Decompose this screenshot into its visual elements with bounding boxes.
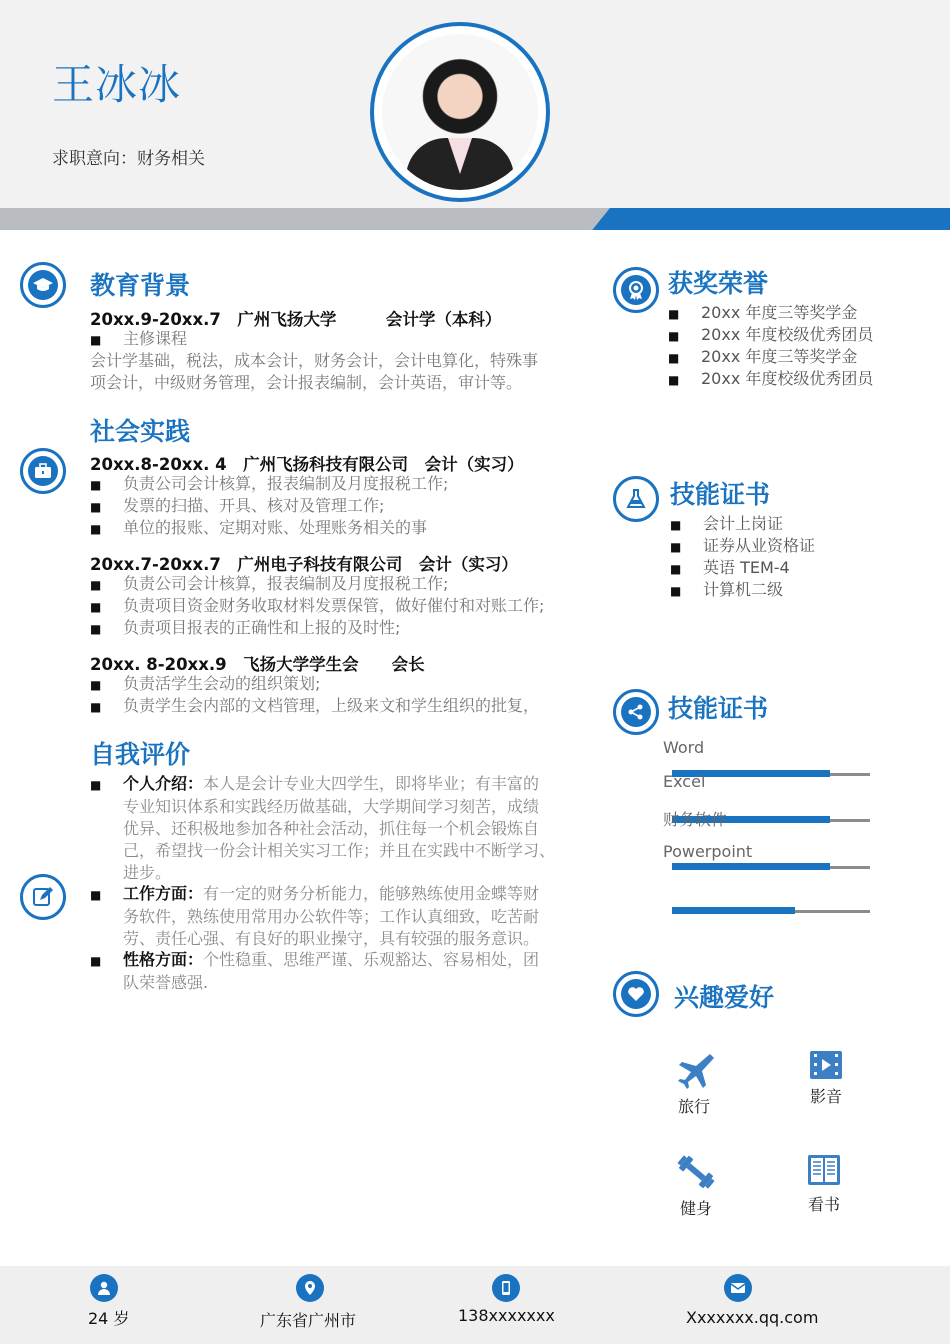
job-1-item: ■ 单位的报账、定期对账、处理账务相关的事 bbox=[90, 517, 427, 540]
header-band-gray bbox=[0, 208, 610, 230]
award-item: ■ 20xx 年度三等奖学金 bbox=[668, 302, 857, 325]
location-pin-icon bbox=[296, 1274, 324, 1302]
hobby-fitness: 健身 bbox=[666, 1152, 726, 1219]
footer-age: 24 岁 bbox=[88, 1309, 130, 1328]
video-icon bbox=[809, 1050, 843, 1080]
hobbies-title: 兴趣爱好 bbox=[674, 983, 775, 1012]
cert-item: ■ 英语 TEM-4 bbox=[670, 557, 790, 580]
skill-label: 财务软件 bbox=[663, 810, 728, 829]
job-3-item: ■ 负责活学生会动的组织策划; bbox=[90, 673, 320, 696]
footer-location: 广东省广州市 bbox=[260, 1311, 357, 1330]
job-2-item: ■ 负责项目报表的正确性和上报的及时性; bbox=[90, 617, 400, 640]
hobby-travel: 旅行 bbox=[664, 1050, 724, 1117]
skill-label: Powerpoint bbox=[663, 842, 753, 861]
book-icon bbox=[806, 1152, 842, 1188]
dumbbell-icon bbox=[676, 1152, 716, 1192]
skill-bar-fill bbox=[672, 907, 795, 914]
practice-title: 社会实践 bbox=[90, 417, 191, 446]
job-3-item: ■ 负责学生会内部的文档管理，上级来文和学生组织的批复， bbox=[90, 695, 539, 718]
person-icon bbox=[90, 1274, 118, 1302]
courses-line-2: 项会计，中级财务管理，会计报表编制，会计英语，审计等。 bbox=[90, 373, 523, 392]
award-item: ■ 20xx 年度三等奖学金 bbox=[668, 346, 857, 369]
heart-icon bbox=[613, 971, 659, 1017]
profile-photo bbox=[382, 34, 538, 190]
education-entry: 20xx.9-20xx.7 广州飞扬大学 会计学（本科） bbox=[90, 310, 502, 329]
job-objective: 求职意向：财务相关 bbox=[52, 149, 205, 169]
award-medal-icon bbox=[613, 267, 659, 313]
courses-line-1: 会计学基础，税法，成本会计，财务会计，会计电算化，特殊事 bbox=[90, 351, 539, 370]
job-1-item: ■ 负责公司会计核算，报表编制及月度报税工作; bbox=[90, 473, 448, 496]
footer-background bbox=[0, 1266, 950, 1344]
skill-label: Word bbox=[663, 738, 705, 757]
hobby-media: 影音 bbox=[796, 1050, 856, 1107]
job-2-item: ■ 负责项目资金财务收取材料发票保管，做好催付和对账工作; bbox=[90, 595, 544, 618]
job-2-item: ■ 负责公司会计核算，报表编制及月度报税工作; bbox=[90, 573, 448, 596]
edit-pen-icon bbox=[20, 874, 66, 920]
certs-title: 技能证书 bbox=[670, 480, 771, 509]
header-band-blue bbox=[592, 208, 950, 230]
job-heading-2: 20xx.7-20xx.7 广州电子科技有限公司 会计（实习） bbox=[90, 555, 518, 574]
flask-icon bbox=[613, 476, 659, 522]
skill-label: Excel bbox=[663, 772, 706, 791]
skill-bar-fill bbox=[672, 863, 830, 870]
phone-icon bbox=[492, 1274, 520, 1302]
hobby-reading: 看书 bbox=[794, 1152, 854, 1215]
candidate-name: 王冰冰 bbox=[52, 60, 182, 109]
footer-email: Xxxxxxx.qq.com bbox=[686, 1308, 819, 1327]
self-eval-item-character: ■ 性格方面：个性稳重、思维严谨、乐观豁达、容易相处，团 队荣誉感强. bbox=[90, 950, 540, 992]
award-item: ■ 20xx 年度校级优秀团员 bbox=[668, 368, 873, 391]
cert-item: ■ 证券从业资格证 bbox=[670, 535, 815, 558]
course-label: ■ 主修课程 bbox=[90, 328, 187, 351]
share-icon bbox=[613, 689, 659, 735]
email-icon bbox=[724, 1274, 752, 1302]
airplane-icon bbox=[674, 1050, 714, 1090]
education-title: 教育背景 bbox=[90, 271, 191, 300]
cert-item: ■ 会计上岗证 bbox=[670, 513, 783, 536]
job-1-item: ■ 发票的扫描、开具、核对及管理工作; bbox=[90, 495, 384, 518]
awards-title: 获奖荣誉 bbox=[668, 269, 769, 298]
footer-phone: 138xxxxxxx bbox=[458, 1306, 555, 1325]
briefcase-icon bbox=[20, 448, 66, 494]
job-heading-3: 20xx. 8-20xx.9 飞扬大学学生会 会长 bbox=[90, 655, 425, 674]
self-eval-item-intro: ■ 个人介绍：本人是会计专业大四学生，即将毕业；有丰富的 专业知识体系和实践经历做基础，大学期间学习刻苦，成绩 优异、还积极地参加各种社会活动，抓住每一个机会锻炼自 己，希望找一份会计相关实习工作；并且在实践中不断学习、 进步。 bbox=[90, 774, 556, 882]
cert-item: ■ 计算机二级 bbox=[670, 579, 783, 602]
job-heading-1: 20xx.8-20xx. 4 广州飞扬科技有限公司 会计（实习） bbox=[90, 455, 524, 474]
self-eval-item-work: ■ 工作方面：有一定的财务分析能力，能够熟练使用金蝶等财 务软件，熟练使用常用办公软件等；工作认真细致，吃苦耐 劳、责任心强、有良好的职业操守，具有较强的服务意识。 bbox=[90, 884, 540, 948]
graduation-cap-icon bbox=[20, 262, 66, 308]
skills-title: 技能证书 bbox=[668, 694, 769, 723]
self-eval-title: 自我评价 bbox=[90, 740, 191, 769]
award-item: ■ 20xx 年度校级优秀团员 bbox=[668, 324, 873, 347]
